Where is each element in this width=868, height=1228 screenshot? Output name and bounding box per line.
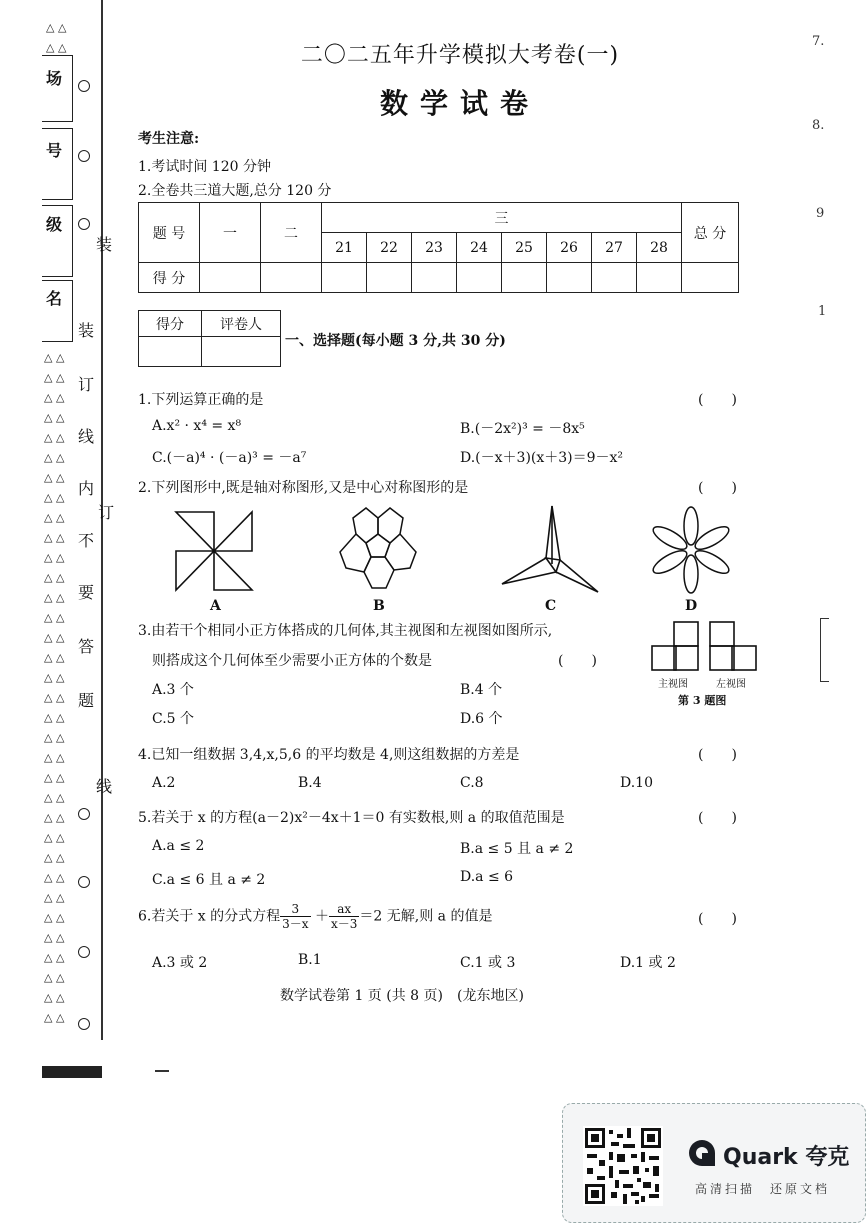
section-heading: 一、选择题(每小题 3 分,共 30 分) xyxy=(285,333,506,349)
triangle-mark: △ △ xyxy=(44,491,65,504)
q6-fraction-1-den: 3－x xyxy=(282,917,309,931)
q6-fraction-1 xyxy=(280,902,310,931)
q3-option-c: C.5 个 xyxy=(152,711,195,727)
exam-title: 二〇二五年升学模拟大考卷(一) xyxy=(300,43,620,68)
q2-figure-d-flower xyxy=(650,504,732,596)
page-footer: 数学试卷第 1 页 (共 8 页) (龙东地区) xyxy=(280,988,524,1004)
score-cell[interactable] xyxy=(547,263,592,293)
q6-plus: ＋ xyxy=(315,908,330,925)
q2-label-c: C xyxy=(545,598,557,614)
triangle-mark: △ △ xyxy=(44,791,65,804)
q2-figure-a-pinwheel xyxy=(174,510,254,592)
score-cell[interactable] xyxy=(457,263,502,293)
triangle-mark: △ △ xyxy=(44,811,65,824)
triangle-mark: △ △ xyxy=(44,571,65,584)
q1-option-c: C.(－a)⁴ · (－a)³ = －a⁷ xyxy=(152,450,307,466)
q1-option-a: A.x² · x⁴ = x⁸ xyxy=(152,418,242,434)
triangle-mark: △ △ xyxy=(44,591,65,604)
score-col-23: 23 xyxy=(412,233,457,263)
notice-heading: 考生注意: xyxy=(138,131,200,147)
score-row-label-score: 得 分 xyxy=(139,263,200,293)
binding-label-venue: 场 xyxy=(46,69,63,88)
binding-mark-xian: 线 xyxy=(96,777,113,796)
score-col-total: 总 分 xyxy=(682,203,739,263)
qr-code xyxy=(583,1126,663,1206)
score-col-section-2: 二 xyxy=(261,203,322,263)
q3-left-view-label: 左视图 xyxy=(716,679,746,690)
q1-option-d: D.(－x＋3)(x＋3)＝9－x² xyxy=(460,450,624,466)
q6-option-b: B.1 xyxy=(298,952,322,968)
score-table xyxy=(138,202,739,293)
binding-hole-5 xyxy=(78,876,90,888)
page-title: 数学试卷 xyxy=(379,87,540,120)
score-col-section-1: 一 xyxy=(200,203,261,263)
triangle-mark: △ △ xyxy=(44,831,65,844)
triangle-mark: △ △ xyxy=(44,691,65,704)
scan-corner-bar xyxy=(42,1066,102,1078)
triangle-mark: △ △ xyxy=(44,651,65,664)
q3-left-view xyxy=(708,620,758,672)
triangle-mark: △ △ xyxy=(44,351,65,364)
quark-brand: Quark 夸克 xyxy=(723,1145,850,1170)
triangle-mark: △ △ xyxy=(44,911,65,924)
binding-label-number: 号 xyxy=(46,141,63,160)
binding-mark-ding: 订 xyxy=(98,503,115,522)
q3-option-d: D.6 个 xyxy=(460,711,503,727)
binding-mark-zhuang: 装 xyxy=(96,235,113,254)
q5-option-c: C.a ≤ 6 且 a ≠ 2 xyxy=(152,872,266,888)
triangle-mark: △ △ xyxy=(44,891,65,904)
triangle-mark: △ △ xyxy=(46,21,67,34)
triangle-mark: △ △ xyxy=(44,371,65,384)
q4-stem: 4.已知一组数据 3,4,x,5,6 的平均数是 4,则这组数据的方差是 xyxy=(138,747,520,763)
triangle-mark: △ △ xyxy=(44,931,65,944)
triangle-mark: △ △ xyxy=(44,411,65,424)
q6-fraction-2-num: ax xyxy=(329,902,359,917)
q2-figure-c-triangle-star xyxy=(500,504,600,596)
triangle-mark: △ △ xyxy=(44,951,65,964)
score-cell[interactable] xyxy=(322,263,367,293)
triangle-mark: △ △ xyxy=(44,731,65,744)
triangle-mark: △ △ xyxy=(44,1011,65,1024)
triangle-mark: △ △ xyxy=(44,871,65,884)
q5-option-b: B.a ≤ 5 且 a ≠ 2 xyxy=(460,841,574,857)
q6-option-c: C.1 或 3 xyxy=(460,955,516,971)
grader-cell[interactable] xyxy=(202,337,281,367)
q1-answer-paren[interactable]: ( ) xyxy=(698,392,737,408)
q3-stem: 3.由若干个相同小正方体搭成的几何体,其主视图和左视图如图所示, xyxy=(138,623,553,639)
score-cell[interactable] xyxy=(682,263,739,293)
q2-label-d: D xyxy=(685,598,698,614)
binding-char-7: 答 xyxy=(78,637,95,656)
score-col-section-3: 三 xyxy=(322,203,682,233)
binding-char-2: 订 xyxy=(78,375,95,394)
q5-option-d: D.a ≤ 6 xyxy=(460,869,514,885)
triangle-mark: △ △ xyxy=(44,551,65,564)
binding-hole-7 xyxy=(78,1018,90,1030)
edge-mark-3: 9 xyxy=(816,206,825,221)
score-cell[interactable] xyxy=(261,263,322,293)
score-cell[interactable] xyxy=(412,263,457,293)
q3-front-view xyxy=(650,620,700,672)
triangle-mark: △ △ xyxy=(44,711,65,724)
score-cell[interactable] xyxy=(200,263,261,293)
triangle-column-top xyxy=(46,18,66,58)
q5-stem: 5.若关于 x 的方程(a－2)x²－4x＋1＝0 有实数根,则 a 的取值范围是 xyxy=(138,810,565,826)
score-cell[interactable] xyxy=(592,263,637,293)
triangle-mark: △ △ xyxy=(44,671,65,684)
binding-label-class: 级 xyxy=(46,215,63,234)
q6-stem-pre: 6.若关于 x 的分式方程 xyxy=(138,908,281,925)
binding-char-5: 不 xyxy=(78,531,95,550)
q6-option-d: D.1 或 2 xyxy=(620,955,676,971)
edge-mark-1: 7. xyxy=(812,34,825,49)
triangle-mark: △ △ xyxy=(44,391,65,404)
q1-stem: 1.下列运算正确的是 xyxy=(138,392,264,408)
triangle-mark: △ △ xyxy=(44,451,65,464)
grader-col-score: 得分 xyxy=(139,311,202,337)
q5-option-a: A.a ≤ 2 xyxy=(152,838,205,854)
binding-char-8: 题 xyxy=(78,691,95,710)
triangle-mark: △ △ xyxy=(44,991,65,1004)
q3-stem-2: 则搭成这个几何体至少需要小正方体的个数是 xyxy=(152,653,432,669)
q3-figure-caption: 第 3 题图 xyxy=(678,694,727,707)
q3-option-a: A.3 个 xyxy=(152,682,194,698)
triangle-mark: △ △ xyxy=(44,531,65,544)
q6-stem-post: ＝2 无解,则 a 的值是 xyxy=(359,908,493,925)
score-col-26: 26 xyxy=(547,233,592,263)
q2-figure-b-pentagons xyxy=(330,504,426,596)
triangle-mark: △ △ xyxy=(44,771,65,784)
score-row-label-number: 题 号 xyxy=(139,203,200,263)
triangle-mark: △ △ xyxy=(44,431,65,444)
binding-hole-2 xyxy=(78,150,90,162)
q6-fraction-2-den: x－3 xyxy=(331,917,358,931)
score-col-28: 28 xyxy=(637,233,682,263)
notice-item-1: 1.考试时间 120 分钟 xyxy=(138,159,271,175)
triangle-mark: △ △ xyxy=(46,41,67,54)
binding-char-1: 装 xyxy=(78,321,95,340)
score-col-27: 27 xyxy=(592,233,637,263)
score-col-24: 24 xyxy=(457,233,502,263)
q3-answer-paren[interactable]: ( ) xyxy=(558,653,597,669)
edge-bracket xyxy=(820,618,829,682)
binding-char-6: 要 xyxy=(78,583,95,602)
triangle-mark: △ △ xyxy=(44,511,65,524)
q2-label-b: B xyxy=(373,598,385,614)
q6-stem xyxy=(138,902,492,931)
score-cell[interactable] xyxy=(367,263,412,293)
binding-label-name: 名 xyxy=(46,289,63,308)
q2-answer-paren[interactable]: ( ) xyxy=(698,480,737,496)
binding-hole-3 xyxy=(78,218,90,230)
q4-option-b: B.4 xyxy=(298,775,322,791)
q4-option-d: D.10 xyxy=(620,775,653,791)
score-col-21: 21 xyxy=(322,233,367,263)
quark-logo-icon xyxy=(687,1138,717,1168)
grader-col-grader: 评卷人 xyxy=(202,311,281,337)
q2-label-a: A xyxy=(210,598,221,614)
q4-option-a: A.2 xyxy=(152,775,176,791)
triangle-mark: △ △ xyxy=(44,611,65,624)
binding-hole-4 xyxy=(78,808,90,820)
q4-answer-paren[interactable]: ( ) xyxy=(698,747,737,763)
q2-stem: 2.下列图形中,既是轴对称图形,又是中心对称图形的是 xyxy=(138,480,469,496)
grader-cell[interactable] xyxy=(139,337,202,367)
quark-tagline: 高清扫描 还原文档 xyxy=(695,1182,831,1196)
triangle-mark: △ △ xyxy=(44,631,65,644)
binding-hole-6 xyxy=(78,946,90,958)
q3-front-view-label: 主视图 xyxy=(658,679,688,690)
scanner-watermark xyxy=(562,1103,866,1223)
binding-char-4: 内 xyxy=(78,479,95,498)
score-cell[interactable] xyxy=(637,263,682,293)
q6-option-a: A.3 或 2 xyxy=(152,955,208,971)
q5-answer-paren[interactable]: ( ) xyxy=(698,810,737,826)
score-cell[interactable] xyxy=(502,263,547,293)
triangle-mark: △ △ xyxy=(44,471,65,484)
edge-mark-2: 8. xyxy=(812,118,825,133)
footer-dash xyxy=(155,1070,169,1072)
triangle-column-bottom xyxy=(44,348,64,1028)
binding-char-3: 线 xyxy=(78,427,95,446)
score-col-22: 22 xyxy=(367,233,412,263)
grader-table xyxy=(138,310,281,367)
q1-option-b: B.(－2x²)³ = －8x⁵ xyxy=(460,421,585,437)
q6-fraction-2 xyxy=(329,902,359,931)
edge-mark-4: 1 xyxy=(818,304,827,319)
binding-hole-1 xyxy=(78,80,90,92)
score-col-25: 25 xyxy=(502,233,547,263)
triangle-mark: △ △ xyxy=(44,851,65,864)
q6-fraction-1-num: 3 xyxy=(280,902,310,917)
q4-option-c: C.8 xyxy=(460,775,484,791)
q6-answer-paren[interactable]: ( ) xyxy=(698,911,737,927)
notice-item-2: 2.全卷共三道大题,总分 120 分 xyxy=(138,183,332,199)
triangle-mark: △ △ xyxy=(44,971,65,984)
triangle-mark: △ △ xyxy=(44,751,65,764)
q3-option-b: B.4 个 xyxy=(460,682,503,698)
